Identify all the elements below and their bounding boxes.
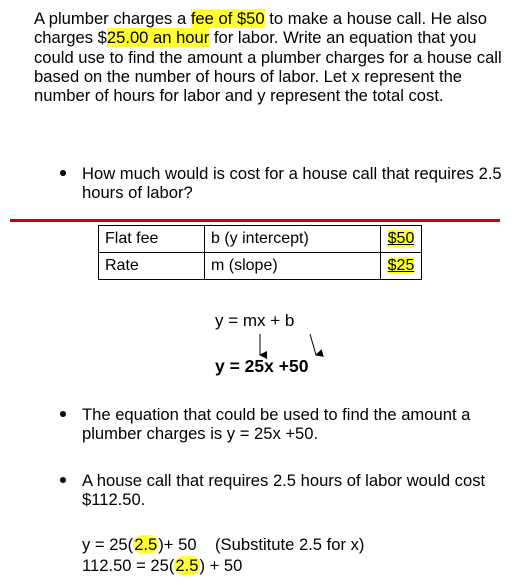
- bullet-dot-icon: [60, 477, 66, 483]
- highlight-rate: 25.00 an hour: [106, 28, 210, 48]
- table-cell-label: Rate: [99, 253, 205, 280]
- question-text: How much would is cost for a house call that requires 2.5 hours of labor?: [82, 164, 502, 203]
- intro-text-2: to make a house call. He also charges $: [34, 9, 487, 48]
- sub1-pre: y = 25(: [82, 535, 134, 554]
- intro-text-1: A plumber charges a: [34, 9, 191, 28]
- red-divider: [10, 219, 500, 222]
- formula-general: y = mx + b: [215, 311, 295, 330]
- equation-text: The equation that could be used to find the amount a plumber charges is y = 25x +50.: [82, 405, 471, 444]
- value-highlight: $25: [387, 257, 415, 274]
- table-cell-term: b (y intercept): [205, 226, 381, 253]
- sub1-post: )+ 50: [158, 535, 197, 554]
- formula-specific: y = 25x +50: [215, 356, 309, 376]
- highlight-fee: fee of $50: [190, 9, 265, 28]
- bullet-dot-icon: [60, 170, 66, 176]
- sub2-post: ) + 50: [199, 556, 243, 575]
- table-cell-label: Flat fee: [99, 226, 205, 253]
- substitution-line-2: [82, 556, 242, 576]
- sub2-pre: 112.50 = 25(: [82, 556, 175, 575]
- table-cell-value: [381, 253, 422, 280]
- cost-text: A house call that requires 2.5 hours of labor would cost $112.50.: [82, 471, 486, 510]
- problem-statement: [34, 9, 514, 105]
- parameter-table: [98, 225, 422, 280]
- table-row: [99, 226, 422, 253]
- value-highlight: $50: [387, 230, 415, 247]
- arrow-down-icon: [310, 334, 316, 355]
- table-cell-value: [381, 226, 422, 253]
- sub1-note: (Substitute 2.5 for x): [215, 535, 365, 554]
- intro-text-3: for labor. Write an equation that you could use to find the amount a plumber charges for a house call based on the number of hours of labor. Let x represent the number of hours for labor and y represent the total cost.: [34, 28, 502, 106]
- bullet-dot-icon: [60, 411, 66, 417]
- table-row: [99, 253, 422, 280]
- table-cell-term: m (slope): [205, 253, 381, 280]
- substitution-line-1: [82, 535, 364, 555]
- sub2-highlight: 2.5: [175, 556, 199, 575]
- sub1-highlight: 2.5: [134, 535, 158, 554]
